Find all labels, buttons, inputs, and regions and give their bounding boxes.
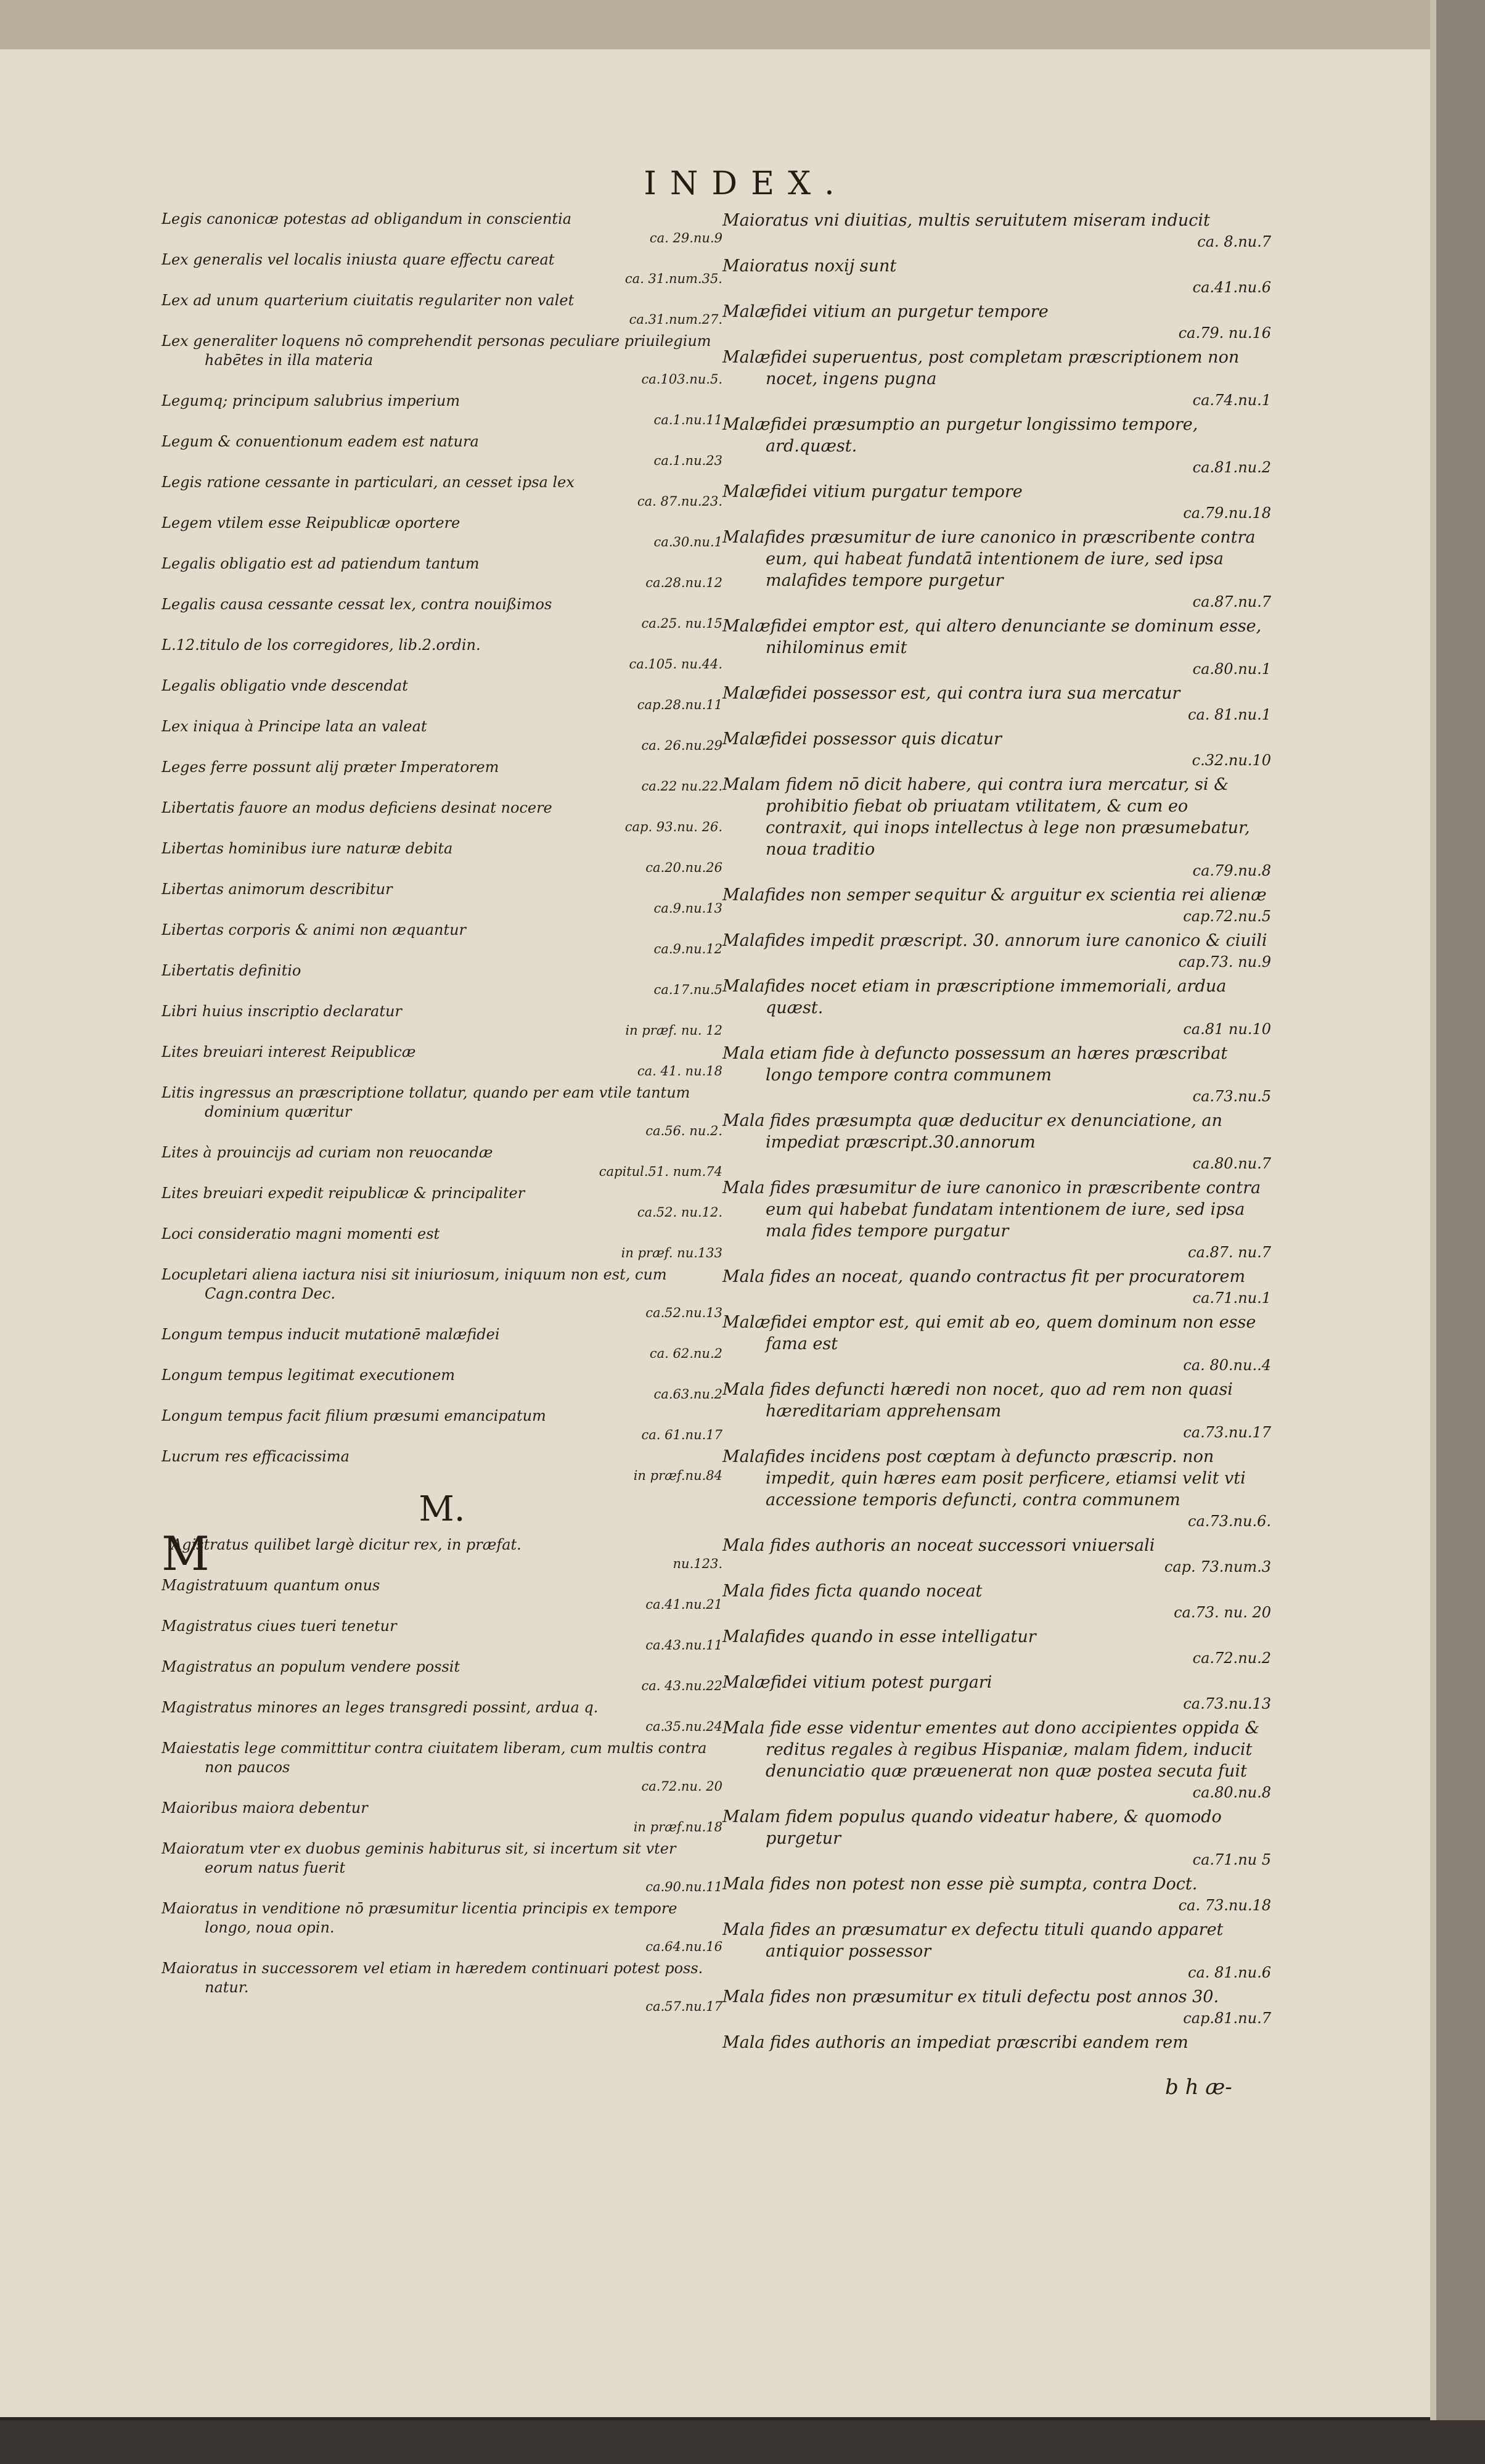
left-column — [162, 210, 722, 2019]
index-entry — [162, 1447, 722, 1485]
entry-ref: ca.9.nu.13 — [653, 901, 722, 916]
entry-ref: ca.52. nu.12. — [637, 1205, 722, 1220]
entry-text: Malæfidei vitium purgatur tempore — [722, 482, 1023, 501]
entry-ref: ca.30.nu.1 — [653, 535, 722, 549]
index-entry — [722, 1446, 1271, 1532]
entry-text: Magistratus an populum vendere possit — [162, 1658, 460, 1675]
right-column — [722, 210, 1271, 2056]
entry-text: Mala fides an præsumatur ex defectu tituli quando apparet antiquior possessor — [722, 1920, 1224, 1961]
entry-ref: ca.17.nu.5 — [653, 982, 722, 997]
entry-text: Longum tempus facit filium præsumi emancipatum — [162, 1407, 546, 1424]
entry-ref: ca.90.nu.11 — [645, 1879, 722, 1894]
index-entry — [162, 1698, 722, 1736]
index-entry — [722, 1312, 1271, 1376]
entry-text: Malæfidei possessor est, qui contra iura sua mercatur — [722, 684, 1180, 703]
index-entry — [722, 1379, 1271, 1443]
index-entry — [162, 554, 722, 593]
entry-ref: ca.80.nu.7 — [1192, 1155, 1271, 1172]
entry-text: Legis canonicæ potestas ad obligandum in conscientia — [162, 210, 572, 228]
entry-text: Litis ingressus an præscriptione tollatur, quando per eam vtile tantum dominium quæritur — [162, 1084, 690, 1120]
index-entry — [722, 1043, 1271, 1107]
index-entry — [722, 1626, 1271, 1669]
entry-ref: cap.28.nu.11 — [637, 697, 722, 712]
entry-ref: ca. 81.nu.6 — [1188, 1964, 1271, 1981]
entry-ref: cap.81.nu.7 — [1183, 2010, 1271, 2027]
entry-text: Locupletari aliena iactura nisi sit iniuriosum, iniquum non est, cum Cagn.contra Dec. — [162, 1266, 667, 1302]
entry-ref: ca. 29.nu.9 — [649, 231, 722, 245]
entry-ref: ca.20.nu.26 — [645, 860, 722, 875]
index-entry — [162, 676, 722, 715]
index-entry — [722, 1535, 1271, 1578]
index-entry — [722, 2032, 1271, 2053]
entry-text: Mala fide esse videntur ementes aut dono accipientes oppida & reditus regales à regibus Hispaniæ, malam fidem, inducit denunciatio quæ præuenerat non quæ postea secuta fuit — [722, 1719, 1260, 1781]
entry-text: Malæfidei vitium potest purgari — [722, 1673, 992, 1692]
entry-ref: ca.79.nu.18 — [1183, 504, 1271, 522]
index-entry — [162, 432, 722, 470]
entry-ref: ca.35.nu.24 — [645, 1719, 722, 1734]
entry-ref: cap. 73.num.3 — [1164, 1558, 1271, 1575]
index-entry — [162, 1899, 722, 1957]
entry-ref: ca.22 nu.22. — [641, 779, 722, 794]
entry-text: Lites breuiari interest Reipublicæ — [162, 1043, 416, 1061]
entry-ref: ca.1.nu.23 — [653, 453, 722, 468]
index-entry — [722, 884, 1271, 927]
entry-ref: ca.43.nu.11 — [645, 1638, 722, 1653]
index-entry — [722, 615, 1271, 680]
entry-ref: ca.73. nu. 20 — [1174, 1604, 1271, 1621]
entry-text: Libertas hominibus iure naturæ debita — [162, 840, 453, 857]
entry-text: Maioratum vter ex duobus geminis habiturus sit, si incertum sit vter eorum natus fuerit — [162, 1840, 676, 1876]
entry-text: Legumq; principum salubrius imperium — [162, 392, 460, 409]
entry-text: Libertas corporis & animi non æquantur — [162, 921, 467, 938]
drop-cap: M — [162, 1526, 210, 1581]
index-entry — [162, 1225, 722, 1263]
entry-text: Agistratus quilibet largè dicitur rex, in præfat. — [171, 1536, 522, 1553]
entry-text: Malafides præsumitur de iure canonico in præscribente contra eum, qui habeat fundatā intentionem de iure, sed ipsa malafides tempore purgetur — [722, 528, 1256, 590]
entry-ref: ca.57.nu.17 — [645, 1999, 722, 2014]
entries-m-list — [162, 1576, 722, 2016]
entry-text: Maioribus maiora debentur — [162, 1799, 368, 1817]
entry-text: Malæfidei possessor quis dicatur — [722, 729, 1002, 749]
entry-ref: ca. 87.nu.23. — [637, 494, 722, 509]
index-entry — [162, 392, 722, 430]
entry-ref: ca.80.nu.1 — [1192, 660, 1271, 678]
entry-text: Legum & conuentionum eadem est natura — [162, 433, 479, 450]
entry-text: Lex generalis vel localis iniusta quare effectu careat — [162, 251, 555, 268]
entry-text: Malæfidei præsumptio an purgetur longissimo tempore, ard.quæst. — [722, 415, 1198, 456]
entry-text: Maioratus in venditione nō præsumitur licentia principis ex tempore longo, noua opin. — [162, 1900, 677, 1936]
binding-edge — [1436, 0, 1485, 2464]
index-entry — [162, 1739, 722, 1796]
index-entry — [722, 301, 1271, 344]
entries-l-list — [162, 210, 722, 1485]
index-entry — [722, 347, 1271, 411]
entry-ref: ca. 80.nu..4 — [1183, 1357, 1271, 1374]
entry-ref: capitul.51. num.74 — [599, 1164, 722, 1179]
entry-ref: ca.103.nu.5. — [641, 372, 722, 387]
entry-ref: ca.41.nu.21 — [645, 1597, 722, 1612]
entry-ref: in præf. nu.133 — [621, 1246, 722, 1260]
entry-ref: cap.72.nu.5 — [1183, 908, 1271, 925]
section-letter: M. — [419, 1489, 465, 1529]
entry-text: Mala etiam fide à defuncto possessum an hæres præscribat longo tempore contra communem — [722, 1044, 1228, 1085]
index-entry — [162, 1617, 722, 1655]
entry-ref: in præf. nu. 12 — [625, 1023, 722, 1038]
entry-text: Maioratus vni diuitias, multis seruitutem miseram inducit — [722, 211, 1210, 230]
entry-ref: ca. 62.nu.2 — [649, 1346, 722, 1361]
index-entry — [162, 291, 722, 329]
index-entry — [162, 799, 722, 837]
index-entry — [162, 1657, 722, 1696]
entry-text: Mala fides non præsumitur ex tituli defectu post annos 30. — [722, 1987, 1219, 2006]
index-entry — [162, 1407, 722, 1445]
index-entry — [162, 1083, 722, 1141]
index-entry — [162, 921, 722, 959]
entry-ref: ca. 26.nu.29 — [641, 738, 722, 753]
entry-ref: ca.81.nu.2 — [1192, 459, 1271, 476]
entry-ref: ca.72.nu. 20 — [641, 1779, 722, 1794]
entry-text: Malafides nocet etiam in præscriptione immemoriali, ardua quæst. — [722, 977, 1227, 1017]
entry-ref: nu.123. — [673, 1556, 722, 1571]
entry-ref: ca. 43.nu.22 — [641, 1678, 722, 1693]
entry-text: Magistratus minores an leges transgredi possint, ardua q. — [162, 1699, 599, 1716]
index-entry — [162, 1839, 722, 1897]
entry-text: Malæfidei superuentus, post completam præscriptionem non nocet, ingens pugna — [722, 348, 1240, 388]
index-entry — [722, 930, 1271, 973]
index-entry — [722, 1110, 1271, 1175]
catchword: b h æ- — [1165, 2075, 1232, 2100]
entry-text: Malam fidem nō dicit habere, qui contra iura mercatur, si & prohibitio fiebat ob priuatam vtilitatem, & cum eo contraxit, qui inops intellectus à lege non præsumebatur, noua traditio — [722, 775, 1250, 859]
index-entry — [162, 961, 722, 1000]
entry-ref: ca.71.nu 5 — [1192, 1851, 1271, 1868]
entry-ref: in præf.nu.84 — [633, 1468, 722, 1483]
index-entry — [162, 332, 722, 389]
entry-text: Mala fides non potest non esse piè sumpta, contra Doct. — [722, 1875, 1198, 1894]
entry-ref: ca.31.num.27. — [629, 312, 722, 327]
entry-ref: ca.73.nu.6. — [1188, 1513, 1271, 1530]
entry-text: L.12.titulo de los corregidores, lib.2.ordin. — [162, 636, 481, 654]
index-entry — [162, 880, 722, 918]
entry-text: Libertatis definitio — [162, 962, 301, 979]
entries-right-list — [722, 210, 1271, 2053]
entry-ref: ca. 8.nu.7 — [1197, 233, 1271, 250]
entry-ref: ca.52.nu.13 — [645, 1305, 722, 1320]
entry-ref: ca.64.nu.16 — [645, 1939, 722, 1954]
entry-text: Lex generaliter loquens nō comprehendit personas peculiare priuilegium habētes in illa materia — [162, 332, 711, 369]
index-entry — [162, 1184, 722, 1222]
index-entry — [722, 1919, 1271, 1984]
entry-ref: ca.81 nu.10 — [1183, 1021, 1271, 1038]
index-entry — [722, 1266, 1271, 1309]
entry-ref: ca.73.nu.17 — [1183, 1424, 1271, 1441]
index-entry — [722, 774, 1271, 882]
entry-text: Malafides incidens post cœptam à defuncto præscrip. non impedit, quin hæres eam posit perficere, etiamsi velit vti accessione temporis defuncti, contra communem — [722, 1447, 1246, 1509]
top-edge — [0, 0, 1436, 49]
index-entry — [162, 1043, 722, 1081]
entry-ref: ca.63.nu.2 — [653, 1387, 722, 1402]
entry-text: Malam fidem populus quando videatur habere, & quomodo purgetur — [722, 1807, 1222, 1848]
entry-ref: ca. 81.nu.1 — [1188, 706, 1271, 723]
entry-text: Malæfidei emptor est, qui emit ab eo, quem dominum non esse fama est — [722, 1313, 1256, 1353]
entry-text: Legalis causa cessante cessat lex, contra nouißimos — [162, 596, 552, 613]
entry-ref: ca.72.nu.2 — [1192, 1649, 1271, 1667]
entry-text: Mala fides præsumpta quæ deducitur ex denunciatione, an impediat præscript.30.annorum — [722, 1111, 1222, 1152]
index-entry — [722, 527, 1271, 613]
entry-ref: ca.9.nu.12 — [653, 942, 722, 956]
entry-ref: ca. 73.nu.18 — [1178, 1897, 1271, 1914]
entry-text: Legis ratione cessante in particulari, an cesset ipsa lex — [162, 474, 575, 491]
entry-text: Mala fides authoris an impediat præscribi eandem rem — [722, 2033, 1188, 2052]
index-entry — [722, 728, 1271, 771]
entry-text: Leges ferre possunt alij præter Imperatorem — [162, 758, 499, 776]
index-entry — [722, 210, 1271, 253]
index-entry — [162, 1143, 722, 1181]
index-entry — [162, 1959, 722, 2016]
index-entry — [722, 1806, 1271, 1871]
index-entry — [162, 595, 722, 633]
entry-text: Maioratus noxij sunt — [722, 257, 897, 276]
index-entry — [722, 1986, 1271, 2029]
entry-ref: ca.80.nu.8 — [1192, 1784, 1271, 1801]
entry-text: Malafides non semper sequitur & arguitur ex scientia rei alienæ — [722, 885, 1267, 905]
index-entry — [162, 210, 722, 248]
entry-ref: ca.79. nu.16 — [1178, 324, 1271, 342]
index-entry — [162, 1576, 722, 1614]
index-entry — [722, 1717, 1271, 1804]
entry-text: Libri huius inscriptio declaratur — [162, 1003, 402, 1020]
index-entry — [722, 414, 1271, 478]
entry-text: Malæfidei vitium an purgetur tempore — [722, 302, 1049, 321]
entry-text: Malæfidei emptor est, qui altero denunciante se dominum esse, nihilominus emit — [722, 617, 1262, 657]
entry-text: Malafides impedit præscript. 30. annorum iure canonico & ciuili — [722, 931, 1267, 950]
entry-text: Libertas animorum describitur — [162, 881, 393, 898]
entry-text: Magistratus ciues tueri tenetur — [162, 1617, 397, 1635]
entry-ref: ca.79.nu.8 — [1192, 862, 1271, 879]
entry-text: Longum tempus legitimat executionem — [162, 1366, 456, 1384]
entry-ref: in præf.nu.18 — [633, 1820, 722, 1834]
index-entry — [162, 1265, 722, 1323]
index-entry — [722, 975, 1271, 1040]
bottom-edge — [0, 2420, 1485, 2464]
entry-ref: ca. 41. nu.18 — [637, 1064, 722, 1078]
entry-ref: cap.73. nu.9 — [1178, 953, 1271, 971]
entry-ref: ca.87.nu.7 — [1192, 593, 1271, 610]
entry-ref: ca.73.nu.5 — [1192, 1088, 1271, 1105]
entry-text: Longum tempus inducit mutationē malæfidei — [162, 1326, 500, 1343]
index-entry — [162, 636, 722, 674]
entry-text: Lites breuiari expedit reipublicæ & principaliter — [162, 1185, 525, 1202]
entry-text: Legalis obligatio est ad patiendum tantum — [162, 555, 480, 572]
index-entry — [722, 683, 1271, 726]
dropcap-entry — [162, 1526, 722, 1581]
index-entry — [722, 481, 1271, 524]
index-entry — [162, 717, 722, 755]
index-entry — [722, 1580, 1271, 1624]
index-entry — [162, 514, 722, 552]
index-entry — [162, 473, 722, 511]
entry-ref: ca.41.nu.6 — [1192, 279, 1271, 296]
index-entry — [162, 1366, 722, 1404]
entry-text: Lites à prouincijs ad curiam non reuocandæ — [162, 1144, 493, 1161]
index-entry — [162, 1325, 722, 1363]
entry-ref: ca. 61.nu.17 — [641, 1427, 722, 1442]
entry-ref: ca.71.nu.1 — [1192, 1289, 1271, 1307]
entry-ref: ca. 31.num.35. — [624, 271, 722, 286]
entry-ref: ca.56. nu.2. — [645, 1123, 722, 1138]
index-entry — [722, 1672, 1271, 1715]
entry-text: Maioratus in successorem vel etiam in hæredem continuari potest poss. natur. — [162, 1960, 703, 1996]
entry-text: Lex iniqua à Principe lata an valeat — [162, 718, 427, 735]
entry-text: Mala fides præsumitur de iure canonico in præscribente contra eum qui habebat fundatam intentionem de iure, sed ipsa mala fides tempore purgatur — [722, 1178, 1261, 1241]
entry-text: Mala fides defuncti hæredi non nocet, quo ad rem non quasi hæreditariam apprehensam — [722, 1380, 1233, 1421]
index-entry — [162, 250, 722, 289]
entry-text: Loci consideratio magni momenti est — [162, 1225, 440, 1242]
entry-ref: c.32.nu.10 — [1192, 752, 1271, 769]
entry-text: Legem vtilem esse Reipublicæ oportere — [162, 514, 460, 532]
entry-ref: ca.1.nu.11 — [653, 413, 722, 427]
entry-text: Lucrum res efficacissima — [162, 1448, 350, 1465]
index-entry — [162, 1799, 722, 1837]
entry-ref: ca.28.nu.12 — [645, 575, 722, 590]
index-entry — [722, 1873, 1271, 1916]
entry-text: Malafides quando in esse intelligatur — [722, 1627, 1036, 1646]
entry-ref: ca.74.nu.1 — [1192, 392, 1271, 409]
index-entry — [162, 1002, 722, 1040]
entry-text: Libertatis fauore an modus deficiens desinat nocere — [162, 799, 552, 816]
index-entry — [162, 758, 722, 796]
entry-text: Legalis obligatio vnde descendat — [162, 677, 408, 694]
entry-text: Maiestatis lege committitur contra ciuitatem liberam, cum multis contra non paucos — [162, 1739, 707, 1776]
index-entry — [722, 1177, 1271, 1263]
entry-text: Mala fides authoris an noceat successori vniuersali — [722, 1536, 1155, 1555]
entry-text: Magistratuum quantum onus — [162, 1577, 380, 1594]
entry-ref: ca.105. nu.44. — [629, 657, 722, 671]
entry-ref: ca.25. nu.15 — [641, 616, 722, 631]
entry-ref: cap. 93.nu. 26. — [624, 819, 722, 834]
entry-text: Lex ad unum quarterium ciuitatis regulariter non valet — [162, 292, 575, 309]
entry-text: Mala fides ficta quando noceat — [722, 1582, 983, 1601]
entry-ref: ca.87. nu.7 — [1188, 1244, 1271, 1261]
entry-ref: ca.73.nu.13 — [1183, 1695, 1271, 1712]
entry-text: Mala fides an noceat, quando contractus fit per procuratorem — [722, 1267, 1246, 1286]
page-heading: INDEX. — [644, 165, 848, 202]
index-entry — [722, 255, 1271, 298]
index-entry — [162, 839, 722, 877]
